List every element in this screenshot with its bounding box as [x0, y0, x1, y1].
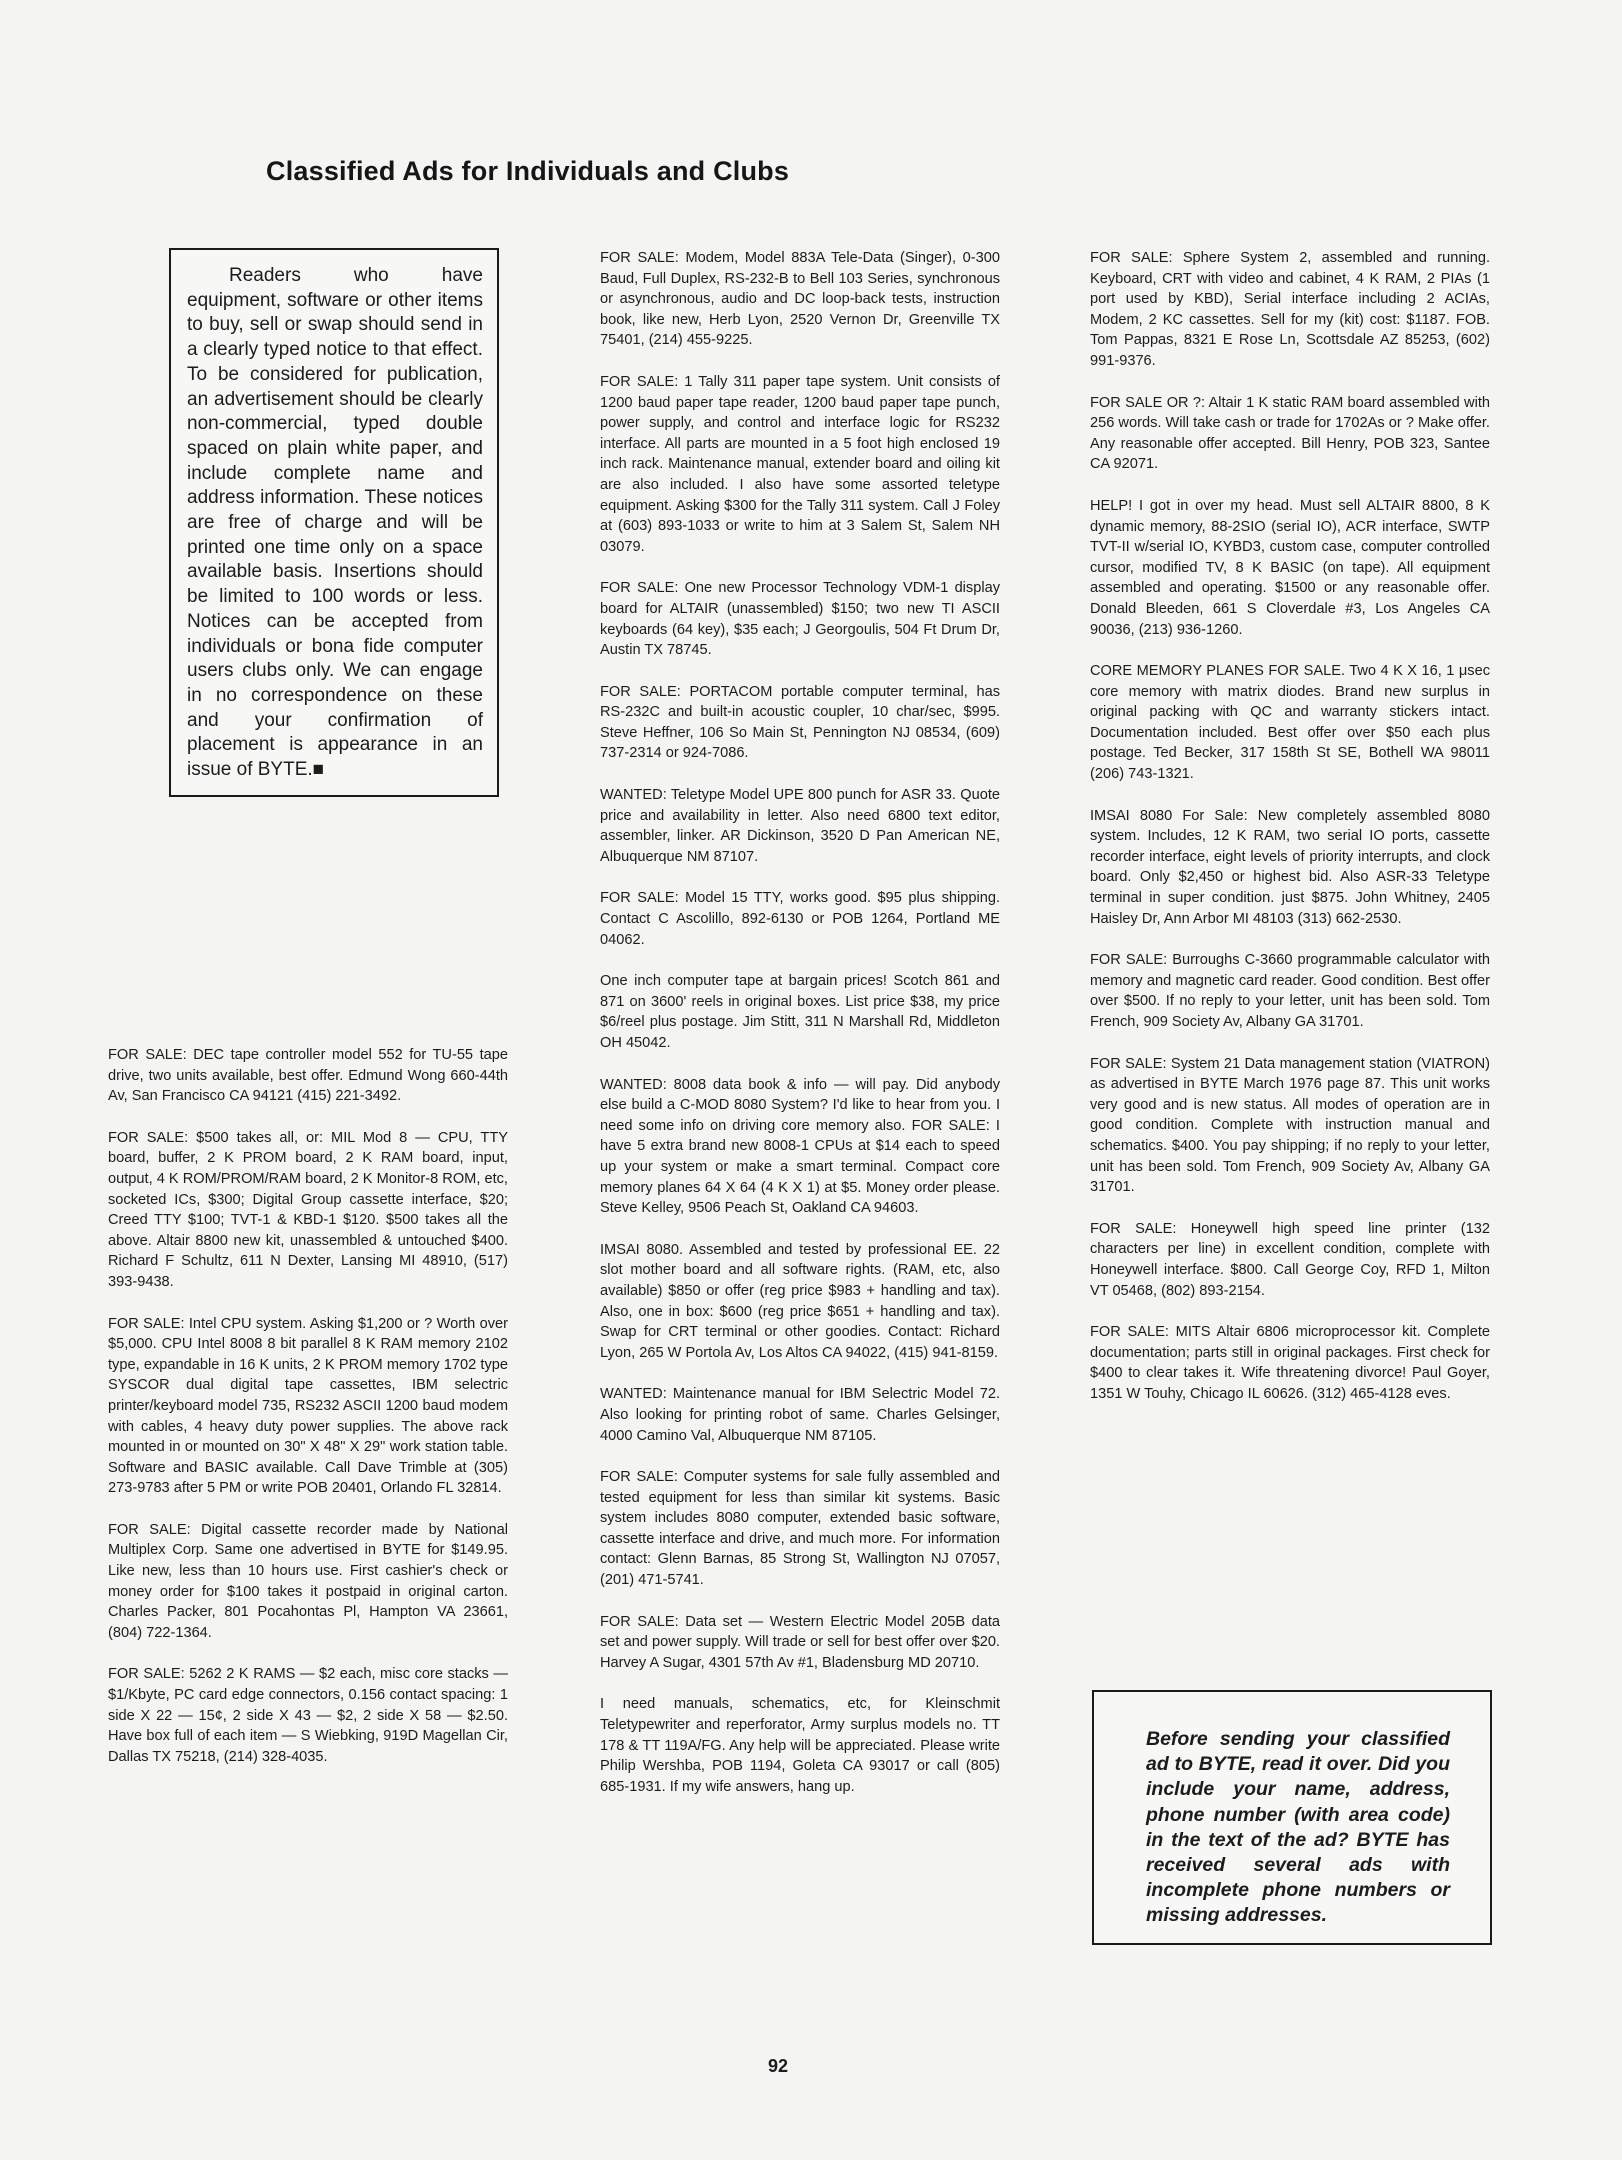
ad-column-2 [600, 248, 1000, 1818]
classified-ad: IMSAI 8080 For Sale: New completely assembled 8080 system. Includes, 12 K RAM, two serial IO ports, cassette recorder interface, eight levels of priority interrupts, and clock board. Only $2,450 or highest bid. Also ASR-33 Teletype terminal in super condition. just $875. John Whitney, 2405 Haisley Dr, Ann Arbor MI 48103 (313) 662-2530. [1090, 807, 1490, 927]
classified-ad: FOR SALE: System 21 Data management station (VIATRON) as advertised in BYTE March 1976 page 87. This unit works very good and is new status. All modes of operation are in good condition. Complete with instruction manual and schematics. $400. You pay shipping; if no reply to your letter, unit has been sold. Tom French, 909 Society Av, Albany GA 31701. [1090, 1055, 1490, 1196]
classified-ad: FOR SALE: One new Processor Technology VDM-1 display board for ALTAIR (unassembled) $150; two new TI ASCII keyboards (64 key), $35 each; J Georgoulis, 504 Ft Drum Dr, Austin TX 78745. [600, 580, 1000, 659]
classified-ad: FOR SALE OR ?: Altair 1 K static RAM board assembled with 256 words. Will take cash or trade for 1702As or ? Make offer. Any reasonable offer accepted. Bill Henry, POB 323, Santee CA 92071. [1090, 394, 1490, 473]
classified-ad: FOR SALE: 1 Tally 311 paper tape system. Unit consists of 1200 baud paper tape reader, 1200 baud paper tape punch, power supply, and control and interface logic for RS232 interface. All parts are mounted in a 5 foot high enclosed 19 inch rack. Maintenance manual, extender board and oiling kit are also included. I also have some assorted teletype equipment. Asking $300 for the Tally 311 system. Call J Foley at (603) 893-1033 or write to him at 3 Salem St, Salem NH 03079. [600, 373, 1000, 555]
classified-ad: IMSAI 8080. Assembled and tested by professional EE. 22 slot mother board and all software rights. (RAM, etc, also available) $850 or offer (reg price $983 + handling and tax). Also, one in box: $600 (reg price $651 + handling and tax). Swap for CRT terminal or other goodies. Contact: Richard Lyon, 265 W Portola Av, Los Altos CA 94022, (415) 941-8159. [600, 1241, 1000, 1361]
classified-ad: WANTED: 8008 data book & info — will pay. Did anybody else build a C-MOD 8080 System? I'd like to hear from you. I need some info on driving core memory also. FOR SALE: I have 5 extra brand new 8008-1 CPUs at $14 each to speed up your system or make a smart terminal. Compact core memory planes 64 X 64 (4 K X 1) at $5. Money order please. Steve Kelley, 9506 Peach St, Oakland CA 94603. [600, 1076, 1000, 1217]
submission-notice-text: Readers who have equipment, software or other items to buy, sell or swap should send in a clearly typed notice to that effect. To be considered for publication, an advertisement should be clearly non-commercial, typed double spaced on plain white paper, and include complete name and address information. These notices are free of charge and will be printed one time only on a space available basis. Insertions should be limited to 100 words or less. Notices can be accepted from individuals or bona fide computer users clubs only. We can engage in no correspondence on these and your confirmation of placement is appearance in an issue of BYTE.■ [187, 265, 483, 781]
classified-ad: One inch computer tape at bargain prices! Scotch 861 and 871 on 3600' reels in original boxes. List price $38, my price $6/reel plus postage. Jim Stitt, 311 N Marshall Rd, Middleton OH 45042. [600, 973, 1000, 1051]
page-number: 92 [768, 2056, 789, 2076]
classified-ad: FOR SALE: Sphere System 2, assembled and running. Keyboard, CRT with video and cabinet, 4 K RAM, 2 PIAs (1 port used by KBD), Serial interface including 2 ACIAs, Modem, 2 KC cassettes. Sell for my (kit) cost: $1187. FOB. Tom Pappas, 8321 E Rose Ln, Scottsdale AZ 85253, (602) 991-9376. [1090, 250, 1490, 369]
classified-ad: FOR SALE: Burroughs C-3660 programmable calculator with memory and magnetic card reader. Good condition. Best offer over $500. If no reply to your letter, unit has been sold. Tom French, 909 Society Av, Albany GA 31701. [1090, 952, 1490, 1030]
ad-column-3 [1090, 248, 1490, 1426]
page-title: Classified Ads for Individuals and Clubs [266, 156, 790, 186]
classified-ad: FOR SALE: Model 15 TTY, works good. $95 plus shipping. Contact C Ascolillo, 892-6130 or POB 1264, Portland ME 04062. [600, 890, 1000, 948]
classified-ad: FOR SALE: DEC tape controller model 552 for TU-55 tape drive, two units available, best offer. Edmund Wong 660-44th Av, San Francisco CA 94121 (415) 221-3492. [108, 1047, 508, 1105]
classified-ad: FOR SALE: Honeywell high speed line printer (132 characters per line) in excellent condition, complete with Honeywell interface. $800. Call George Coy, RFD 1, Milton VT 05468, (802) 893-2154. [1090, 1220, 1490, 1299]
classified-ad: WANTED: Maintenance manual for IBM Selectric Model 72. Also looking for printing robot of same. Charles Gelsinger, 4000 Camino Val, Albuquerque NM 87105. [600, 1386, 1000, 1444]
classified-ad: FOR SALE: MITS Altair 6806 microprocessor kit. Complete documentation; parts still in original packages. First check for $400 to clear takes it. Wife threatening divorce! Paul Goyer, 1351 W Touhy, Chicago IL 60626. (312) 465-4128 eves. [1090, 1324, 1490, 1402]
ad-column-1 [108, 1045, 508, 1788]
classified-ad: I need manuals, schematics, etc, for Kleinschmit Teletypewriter and reperforator, Army surplus models no. TT 178 & TT 119A/FG. Any help will be appreciated. Please write Philip Wershba, POB 1194, Goleta CA 93017 or call (805) 685-1931. If my wife answers, hang up. [600, 1696, 1000, 1795]
classified-ad: FOR SALE: Intel CPU system. Asking $1,200 or ? Worth over $5,000. CPU Intel 8008 8 bit parallel 8 K RAM memory 2102 type, expandable in 16 K units, 2 K PROM memory 1702 type SYSCOR dual digital tape cassettes, IBM selectric printer/keyboard model 735, RS232 ASCII 1200 baud modem with cables, 4 heavy duty power supplies. The above rack mounted in or mounted on 30" X 48" X 29" work station table. Software and BASIC available. Call Dave Trimble at (305) 273-9783 after 5 PM or write POB 20401, Orlando FL 32814. [108, 1315, 508, 1497]
submission-notice-box [169, 248, 499, 797]
classified-ad: WANTED: Teletype Model UPE 800 punch for ASR 33. Quote price and availability in letter. Also need 6800 text editor, assembler, linker. AR Dickinson, 3520 D Pan American NE, Albuquerque NM 87107. [600, 787, 1000, 865]
classified-ad: FOR SALE: PORTACOM portable computer terminal, has RS-232C and built-in acoustic coupler, 10 char/sec, $995. Steve Heffner, 106 So Main St, Pennington NJ 08534, (609) 737-2314 or 924-7086. [600, 683, 1000, 762]
classified-ad: FOR SALE: Digital cassette recorder made by National Multiplex Corp. Same one advertised in BYTE for $149.95. Like new, less than 10 hours use. First cashier's check or money order for $100 takes it postpaid in original carton. Charles Packer, 801 Pocahontas Pl, Hampton VA 23661, (804) 722-1364. [108, 1521, 508, 1641]
reminder-box [1092, 1690, 1492, 1945]
classified-ad: FOR SALE: Computer systems for sale fully assembled and tested equipment for less than similar kit systems. Basic system includes 8080 computer, extended basic software, cassette interface and drive, and much more. For information contact: Glenn Barnas, 85 Strong St, Wallington NJ 07057, (201) 471-5741. [600, 1469, 1000, 1589]
classified-ad: FOR SALE: Modem, Model 883A Tele-Data (Singer), 0-300 Baud, Full Duplex, RS-232-B to Bell 103 Series, synchronous or asynchronous, audio and DC loop-back tests, instruction book, like new, Herb Lyon, 2520 Vernon Dr, Greenville TX 75401, (214) 455-9225. [600, 250, 1000, 349]
classified-ad: FOR SALE: Data set — Western Electric Model 205B data set and power supply. Will trade or sell for best offer over $20. Harvey A Sugar, 4301 57th Av #1, Bladensburg MD 20710. [600, 1613, 1000, 1671]
classified-ad: CORE MEMORY PLANES FOR SALE. Two 4 K X 16, 1 μsec core memory with matrix diodes. Brand new surplus in original packing with QC and warranty stickers intact. Documentation included. Best offer over $50 each plus postage. Ted Becker, 317 158th St SE, Bothell WA 98011 (206) 743-1321. [1090, 663, 1490, 783]
classified-ad: HELP! I got in over my head. Must sell ALTAIR 8800, 8 K dynamic memory, 88-2SIO (serial IO), ACR interface, SWTP TVT-II w/serial IO, KYBD3, custom case, computer controlled cursor, modified TV, 8 K BASIC (on tape). All equipment assembled and operating. $1500 or any reasonable offer. Donald Bleeden, 661 S Cloverdale #3, Los Angeles CA 90036, (213) 936-1260. [1090, 497, 1490, 638]
classified-ad: FOR SALE: 5262 2 K RAMS — $2 each, misc core stacks — $1/Kbyte, PC card edge connectors, 0.156 contact spacing: 1 side X 22 — 15¢, 2 side X 43 — $2, 2 side X 58 — $2.50. Have box full of each item — S Wiebking, 919D Magellan Cir, Dallas TX 75218, (214) 328-4035. [108, 1666, 508, 1765]
reminder-text: Before sending your classified ad to BYTE, read it over. Did you include your name, address, phone number (with area code) in the text of the ad? BYTE has received several ads with incomplete phone numbers or missing addresses. [1146, 1728, 1450, 1927]
classified-ad: FOR SALE: $500 takes all, or: MIL Mod 8 — CPU, TTY board, buffer, 2 K PROM board, 2 K RAM board, input, output, 4 K ROM/PROM/RAM board, 2 K Monitor-8 ROM, etc, socketed ICs, $300; Digital Group cassette interface, $20; Creed TTY $100; TVT-1 & KBD-1 $120. $500 takes all the above. Altair 8800 new kit, unassembled & untouched $400. Richard F Schultz, 611 N Dexter, Lansing MI 48910, (517) 393-9438. [108, 1129, 508, 1290]
